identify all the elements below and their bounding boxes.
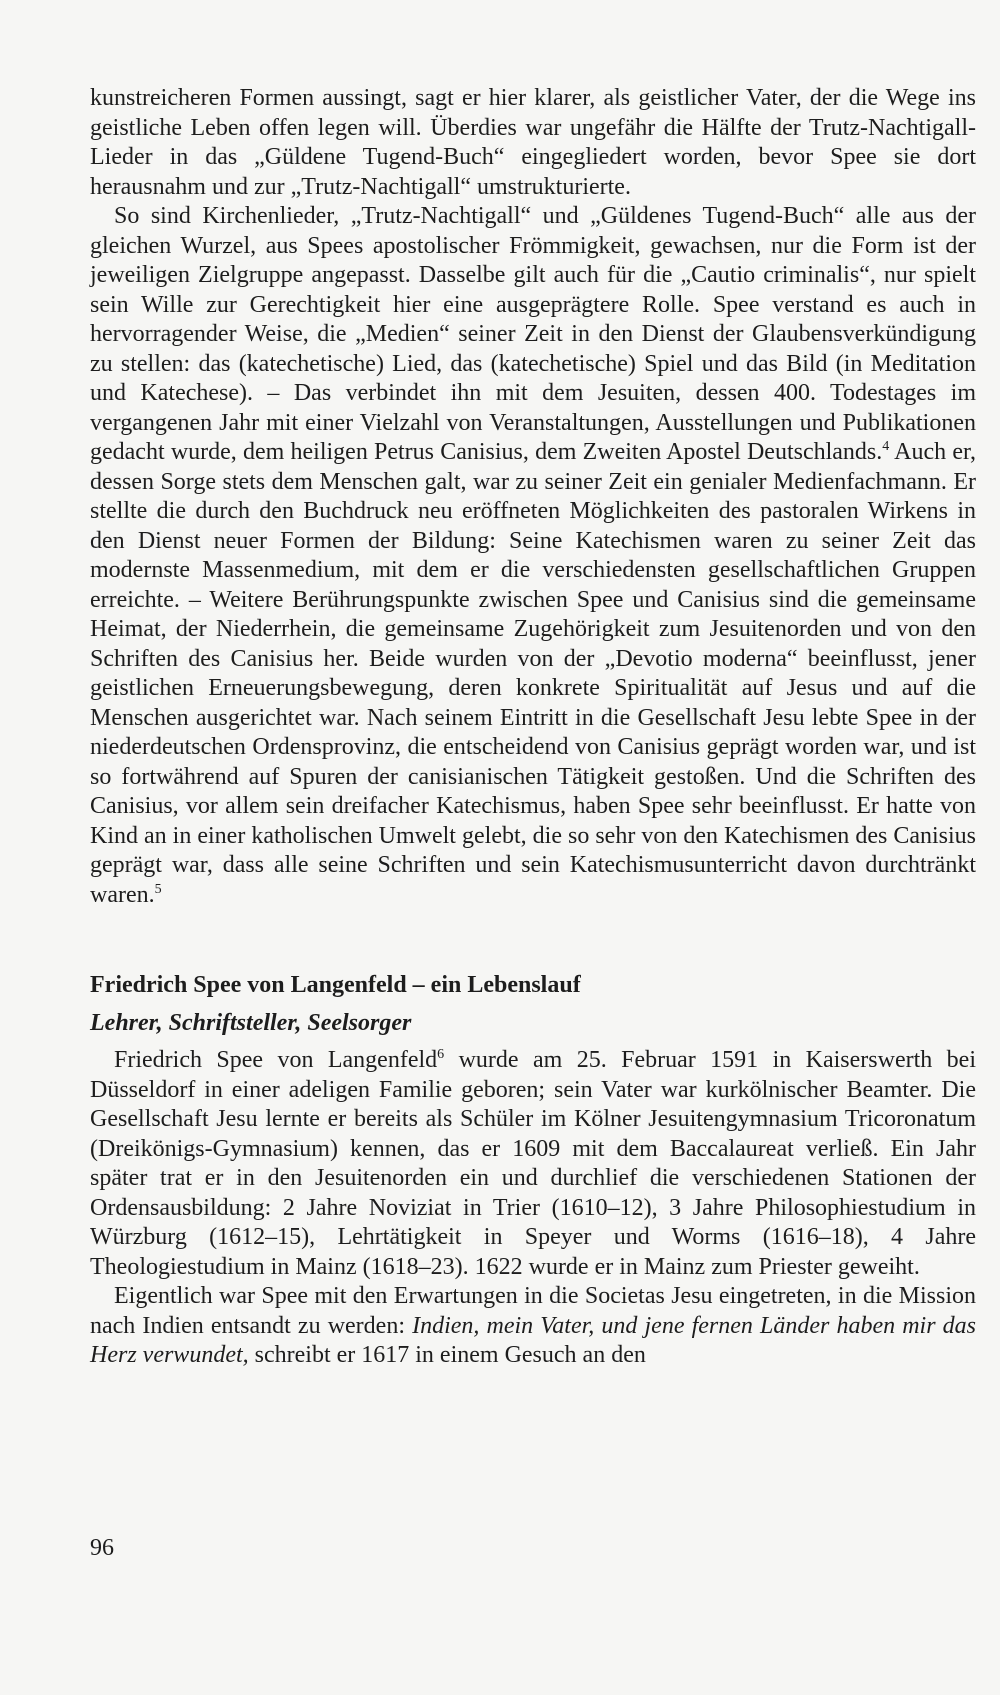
paragraph-4-text-start: Eigentlich war Spee mit den Erwartungen in die Societas Jesu eingetreten, in die Mission nach Indien entsandt zu werden: [90, 1283, 976, 1339]
footnote-ref-5: 5 [154, 881, 162, 897]
section-gap [90, 910, 976, 970]
paragraph-4-text-end: schreibt er 1617 in einem Gesuch an den [248, 1342, 646, 1368]
paragraph-1: kunstreicheren Formen aussingt, sagt er hier klarer, als geistlicher Vater, der die Wege ins geistliche Leben offen legen will. Überdies war ungefähr die Hälfte der Trutz-Nachtigall-Lieder in das „Güldene Tugend-Buch“ eingegliedert worden, bevor Spee sie dort herausnahm und zur „Trutz-Nachtigall“ umstrukturierte. [90, 85, 976, 200]
section-heading: Friedrich Spee von Langenfeld – ein Lebenslauf [90, 972, 581, 998]
heading-gap [90, 1000, 976, 1008]
section-subheading: Lehrer, Schriftsteller, Seelsorger [90, 1010, 412, 1036]
paragraph-3-text-rest: wurde am 25. Februar 1591 in Kaiserswerth bei Düsseldorf in einer adeligen Familie geboren; sein Vater war kurkölnischer Beamter. Die Gesellschaft Jesu lernte er bereits als Schüler im Kölner Jesuitengymnasium Tricoronatum (Dreikönigs-Gymnasium) kennen, das er 1609 mit dem Baccalaureat verließ. Ein Jahr später trat er in den Jesuitenorden ein und durchlief die verschiedenen Stationen der Ordensausbildung: 2 Jahre Noviziat in Trier (1610–12), 3 Jahre Philosophiestudium in Würzburg (1612–15), Lehrtätigkeit in Speyer und Worms (1616–18), 4 Jahre Theologiestudium in Mainz (1618–23). 1622 wurde er in Mainz zum Priester geweiht. [90, 1047, 977, 1280]
paragraph-2 [90, 202, 976, 910]
footnote-ref-6: 6 [437, 1047, 445, 1062]
paragraph-3 [90, 1046, 976, 1282]
paragraph-2-text-middle: Auch er, dessen Sorge stets dem Menschen galt, war zu seiner Zeit ein genialer Medienfachmann. Er stellte die durch den Buchdruck neu eröffneten Möglichkeiten des pastoralen Wirkens in den Dienst neuer Formen der Bildung: Seine Katechismen waren zu seiner Zeit das modernste Massenmedium, mit dem er die verschiedensten gesellschaftlichen Gruppen erreichte. – Weitere Berührungspunkte zwischen Spee und Canisius sind die gemeinsame Heimat, der Niederrhein, die gemeinsame Zugehörigkeit zum Jesuitenorden und von den Schriften des Canisius her. Beide wurden von der „Devotio moderna“ beeinflusst, jener geistlichen Erneuerungsbewegung, deren konkrete Spiritualität auf Jesus und auf die Menschen ausgerichtet war. Nach seinem Eintritt in die Gesellschaft Jesu lebte Spee in der niederdeutschen Ordensprovinz, die entscheidend von Canisius geprägt worden war, und ist so fortwährend auf Spuren der canisianischen Tätigkeit gestoßen. Und die Schriften des Canisius, vor allem sein dreifacher Katechismus, haben Spee sehr beeinflusst. Er hatte von Kind an in einer katholischen Umwelt gelebt, die so sehr von den Katechismen des Canisius geprägt war, dass alle seine Schriften und sein Katechismusunterricht davon durchtränkt waren. [90, 439, 977, 908]
page-number: 96 [90, 1535, 114, 1561]
paragraph-2-text-start: So sind Kirchenlieder, „Trutz-Nachtigall“ und „Güldenes Tugend-Buch“ alle aus der gleichen Wurzel, aus Spees apostolischer Frömmigkeit, gewachsen, nur die Form ist der jeweiligen Zielgruppe angepasst. Dasselbe gilt auch für die „Cautio criminalis“, nur spielt sein Wille zur Gerechtigkeit hier eine ausgeprägtere Rolle. Spee verstand es auch in hervorragender Weise, die „Medien“ seiner Zeit in den Dienst der Glaubensverkündigung zu stellen: das (katechetische) Lied, das (katechetische) Spiel und das Bild (in Meditation und Katechese). – Das verbindet ihn mit dem Jesuiten, dessen 400. Todestages im vergangenen Jahr mit einer Vielzahl von Veranstaltungen, Ausstellungen und Publikationen gedacht wurde, dem heiligen Petrus Canisius, dem Zweiten Apostel Deutschlands. [90, 203, 976, 465]
subheading-gap [90, 1038, 976, 1046]
paragraph-3-text-start: Friedrich Spee von Langenfeld [114, 1047, 438, 1073]
paragraph-4-quote: Indien, mein Vater, und jene fernen Länder haben mir das Herz verwundet, [90, 1312, 976, 1368]
paragraph-4 [90, 1282, 976, 1371]
page-body [90, 84, 976, 1371]
footnote-ref-4: 4 [882, 439, 890, 454]
